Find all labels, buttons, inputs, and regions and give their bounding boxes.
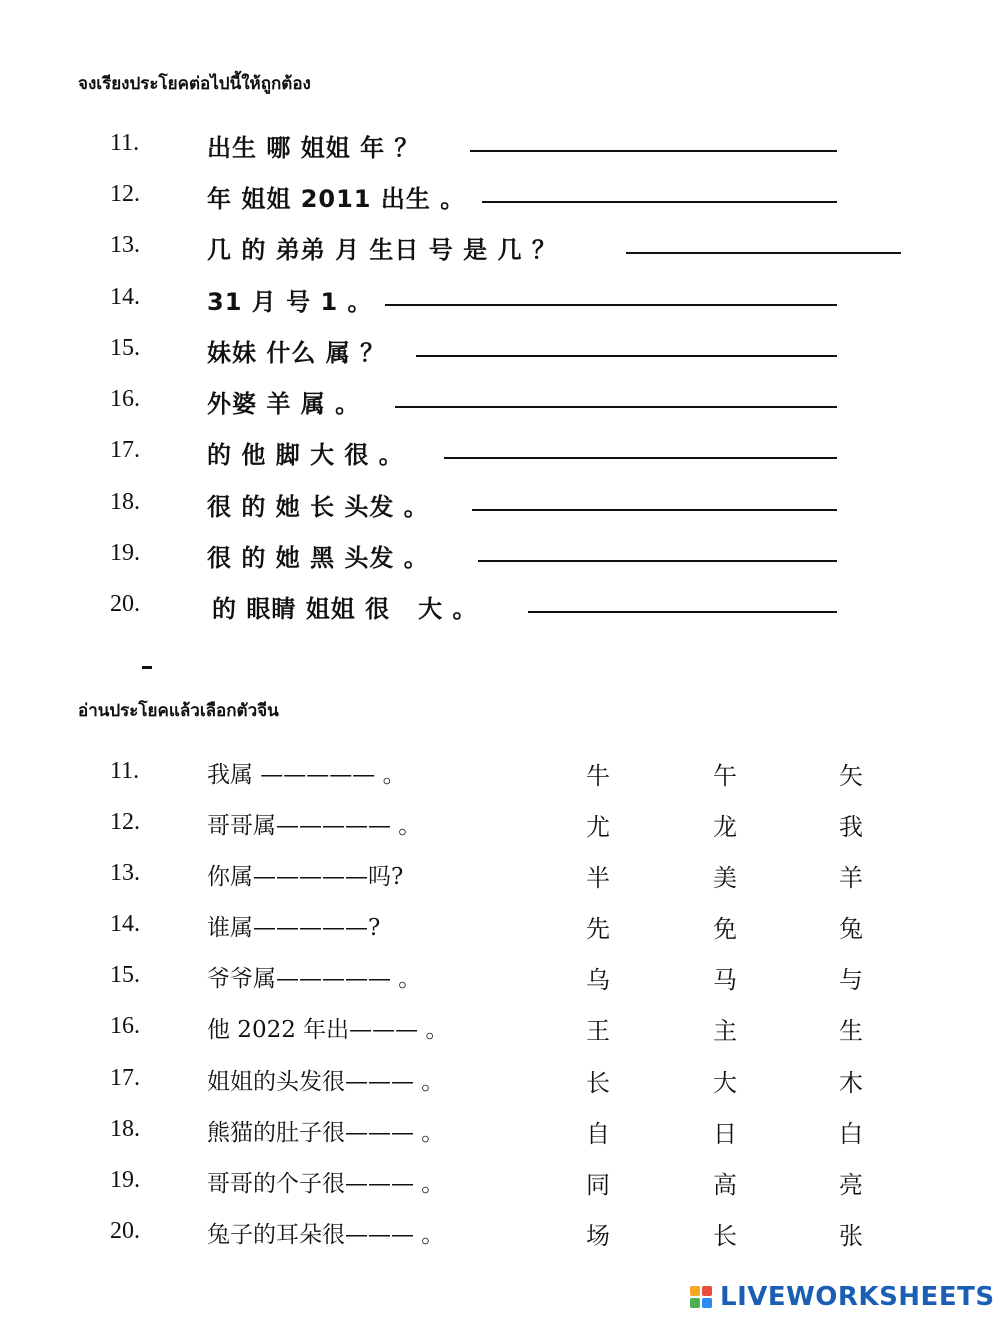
choice-option-2[interactable]: 马 <box>713 966 737 994</box>
choice-option-1[interactable]: 场 <box>586 1222 610 1250</box>
fill-blank-prompt: 熊猫的肚子很——— 。 <box>207 1120 445 1146</box>
item-number: 18. <box>110 489 140 515</box>
choice-option-1[interactable]: 乌 <box>586 966 610 994</box>
item-number: 12. <box>110 809 140 835</box>
item-number: 11. <box>110 758 140 784</box>
scrambled-sentence: 年 姐姐 2011 出生 。 <box>207 185 466 213</box>
answer-input-14[interactable] <box>385 280 837 306</box>
choice-option-3[interactable]: 矢 <box>839 762 863 790</box>
item-number: 19. <box>110 1167 140 1193</box>
choice-option-1[interactable]: 牛 <box>586 762 610 790</box>
answer-input-11[interactable] <box>470 126 837 152</box>
liveworksheets-logo-icon <box>690 1284 716 1310</box>
fill-blank-prompt: 哥哥的个子很——— 。 <box>207 1171 445 1197</box>
item-number: 17. <box>110 437 140 463</box>
fill-blank-prompt: 谁属—————? <box>207 915 381 941</box>
scrambled-sentence: 的 眼睛 姐姐 很 大 。 <box>212 595 478 623</box>
answer-input-17[interactable] <box>444 433 837 459</box>
item-number: 13. <box>110 232 140 258</box>
choice-option-3[interactable]: 亮 <box>839 1171 863 1199</box>
reorder-row-15 <box>0 331 1000 371</box>
fill-blank-prompt: 你属—————吗? <box>207 864 404 890</box>
scrambled-sentence: 31 月 号 1 。 <box>207 288 373 316</box>
fill-blank-prompt: 姐姐的头发很——— 。 <box>207 1069 445 1095</box>
scrambled-sentence: 出生 哪 姐姐 年 ？ <box>207 134 420 162</box>
section1-heading: จงเรียงประโยคต่อไปนี้ให้ถูกต้อง <box>78 74 311 94</box>
fill-blank-prompt: 他 2022 年出——— 。 <box>207 1017 449 1043</box>
choice-option-1[interactable]: 长 <box>586 1069 610 1097</box>
item-number: 15. <box>110 962 140 988</box>
choice-option-1[interactable]: 尤 <box>586 813 610 841</box>
choice-option-2[interactable]: 午 <box>713 762 737 790</box>
choice-option-1[interactable]: 半 <box>586 864 610 892</box>
scrambled-sentence: 几 的 弟弟 月 生日 号 是 几 ？ <box>207 236 557 264</box>
choice-option-1[interactable]: 同 <box>586 1171 610 1199</box>
choice-option-2[interactable]: 高 <box>713 1171 737 1199</box>
choice-option-3[interactable]: 羊 <box>839 864 863 892</box>
choice-row-20 <box>0 1214 1000 1254</box>
item-number: 20. <box>110 1218 140 1244</box>
choice-option-3[interactable]: 生 <box>839 1017 863 1045</box>
choice-row-11 <box>0 754 1000 794</box>
reorder-row-19 <box>0 536 1000 576</box>
choice-row-19 <box>0 1163 1000 1203</box>
choice-option-3[interactable]: 木 <box>839 1069 863 1097</box>
item-number: 16. <box>110 1013 140 1039</box>
answer-input-13[interactable] <box>626 228 901 254</box>
scrambled-sentence: 外婆 羊 属 。 <box>207 390 361 418</box>
answer-input-16[interactable] <box>395 382 837 408</box>
scrambled-sentence: 的 他 脚 大 很 。 <box>207 441 404 469</box>
reorder-row-14 <box>0 280 1000 320</box>
choice-option-2[interactable]: 免 <box>713 915 737 943</box>
item-number: 11. <box>110 130 140 156</box>
answer-input-18[interactable] <box>472 485 837 511</box>
choice-row-16 <box>0 1009 1000 1049</box>
choice-option-2[interactable]: 大 <box>713 1069 737 1097</box>
choice-option-2[interactable]: 长 <box>713 1222 737 1250</box>
choice-option-3[interactable]: 兔 <box>839 915 863 943</box>
choice-row-17 <box>0 1061 1000 1101</box>
choice-option-3[interactable]: 与 <box>839 966 863 994</box>
item-number: 16. <box>110 386 140 412</box>
item-number: 20. <box>110 591 140 617</box>
choice-option-3[interactable]: 白 <box>839 1120 863 1148</box>
answer-input-19[interactable] <box>478 536 837 562</box>
choice-option-3[interactable]: 我 <box>839 813 863 841</box>
item-number: 12. <box>110 181 140 207</box>
section2-heading: อ่านประโยคแล้วเลือกตัวจีน <box>78 701 279 721</box>
choice-option-1[interactable]: 先 <box>586 915 610 943</box>
reorder-row-12 <box>0 177 1000 217</box>
logo-text: LIVEWORKSHEETS <box>720 1282 995 1312</box>
reorder-row-18 <box>0 485 1000 525</box>
choice-option-2[interactable]: 日 <box>713 1120 737 1148</box>
choice-option-3[interactable]: 张 <box>839 1222 863 1250</box>
choice-option-2[interactable]: 美 <box>713 864 737 892</box>
scrambled-sentence: 很 的 她 黑 头发 。 <box>207 544 429 572</box>
fill-blank-prompt: 我属 ————— 。 <box>207 762 406 788</box>
answer-input-15[interactable] <box>416 331 837 357</box>
reorder-row-11 <box>0 126 1000 166</box>
choice-row-15 <box>0 958 1000 998</box>
item-number: 14. <box>110 284 140 310</box>
divider-dash <box>142 666 152 669</box>
fill-blank-prompt: 兔子的耳朵很——— 。 <box>207 1222 445 1248</box>
scrambled-sentence: 很 的 她 长 头发 。 <box>207 493 429 521</box>
liveworksheets-logo <box>690 1280 995 1314</box>
choice-row-14 <box>0 907 1000 947</box>
item-number: 15. <box>110 335 140 361</box>
item-number: 19. <box>110 540 140 566</box>
item-number: 18. <box>110 1116 140 1142</box>
item-number: 14. <box>110 911 140 937</box>
reorder-row-16 <box>0 382 1000 422</box>
choice-row-12 <box>0 805 1000 845</box>
choice-row-18 <box>0 1112 1000 1152</box>
choice-option-1[interactable]: 自 <box>586 1120 610 1148</box>
choice-row-13 <box>0 856 1000 896</box>
answer-input-20[interactable] <box>528 587 837 613</box>
fill-blank-prompt: 爷爷属————— 。 <box>207 966 422 992</box>
item-number: 17. <box>110 1065 140 1091</box>
choice-option-2[interactable]: 主 <box>713 1017 737 1045</box>
reorder-row-17 <box>0 433 1000 473</box>
reorder-row-13 <box>0 228 1000 268</box>
choice-option-2[interactable]: 龙 <box>713 813 737 841</box>
item-number: 13. <box>110 860 140 886</box>
reorder-row-20 <box>0 587 1000 627</box>
scrambled-sentence: 妹妹 什么 属 ？ <box>207 339 386 367</box>
answer-input-12[interactable] <box>482 177 837 203</box>
choice-option-1[interactable]: 王 <box>586 1017 610 1045</box>
fill-blank-prompt: 哥哥属————— 。 <box>207 813 422 839</box>
